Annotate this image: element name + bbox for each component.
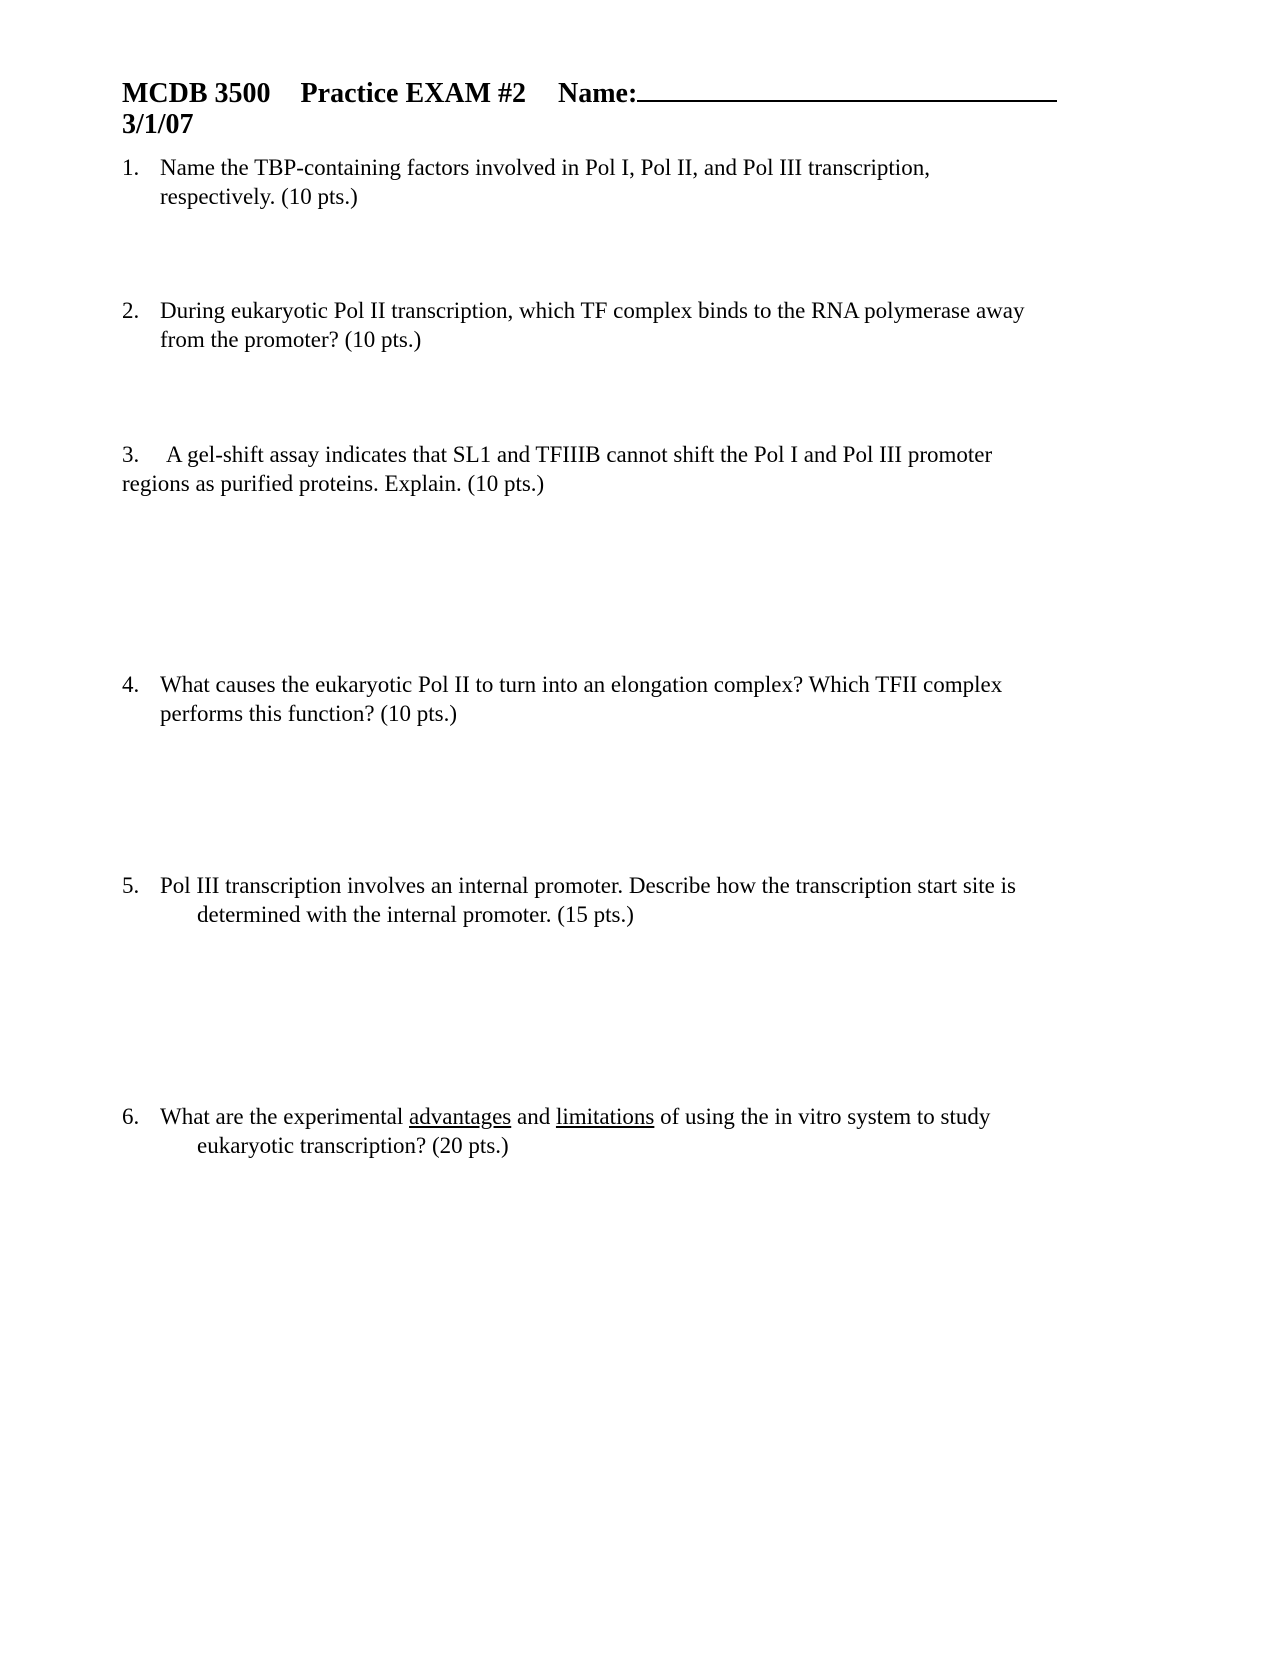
question-number: 4. bbox=[122, 672, 140, 697]
question-text-line1: Pol III transcription involves an internal promoter. Describe how the transcription start site is bbox=[160, 873, 1016, 898]
question-text-line1: During eukaryotic Pol II transcription, which TF complex binds to the RNA polymerase away bbox=[160, 298, 1025, 323]
name-label: Name: bbox=[558, 78, 638, 109]
underlined-limitations: limitations bbox=[555, 1104, 655, 1129]
question-text-line2: determined with the internal promoter. (15 pts.) bbox=[197, 902, 634, 927]
question-number: 6. bbox=[122, 1104, 140, 1129]
exam-date: 3/1/07 bbox=[122, 109, 194, 140]
underlined-advantages: advantages bbox=[409, 1104, 512, 1129]
question-text-line1: What causes the eukaryotic Pol II to turn into an elongation complex? Which TFII complex bbox=[160, 672, 1003, 697]
question-text-line2: from the promoter? (10 pts.) bbox=[160, 327, 422, 352]
question-text-segment: of using the in vitro system to study bbox=[654, 1104, 991, 1129]
question-text-line2: eukaryotic transcription? (20 pts.) bbox=[197, 1133, 509, 1158]
question-text-segment: What are the experimental bbox=[160, 1104, 410, 1129]
exam-header bbox=[122, 74, 1057, 111]
question-text-line1: Name the TBP-containing factors involved in Pol I, Pol II, and Pol III transcription, bbox=[160, 155, 930, 180]
question-text-line2: regions as purified proteins. Explain. (10 pts.) bbox=[122, 471, 545, 496]
question-text-segment: and bbox=[511, 1104, 556, 1129]
exam-title: Practice EXAM #2 bbox=[300, 78, 527, 109]
question-number: 1. bbox=[122, 155, 140, 180]
question-number: 5. bbox=[122, 873, 140, 898]
question-number: 3. bbox=[122, 442, 140, 467]
question-text-line1: A gel-shift assay indicates that SL1 and TFIIIB cannot shift the Pol I and Pol III promoter bbox=[166, 442, 993, 467]
question-text-line2: performs this function? (10 pts.) bbox=[160, 701, 458, 726]
question-text-line1 bbox=[160, 1102, 990, 1131]
question-number: 2. bbox=[122, 298, 140, 323]
question-text-line2: respectively. (10 pts.) bbox=[160, 184, 358, 209]
name-blank-line bbox=[637, 74, 1057, 102]
course-code: MCDB 3500 bbox=[122, 78, 271, 109]
